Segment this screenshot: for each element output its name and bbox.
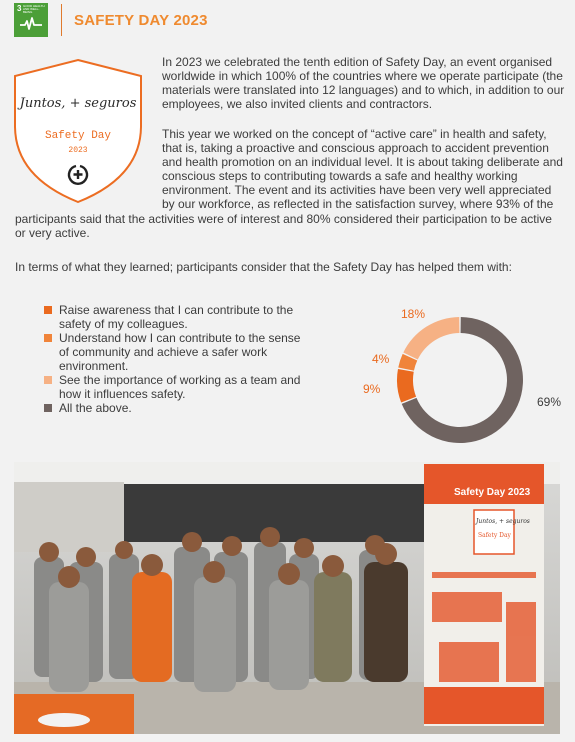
logo-name: Safety Day [44,130,111,142]
banner-slogan: Juntos, + seguros [476,518,530,525]
paragraph-intro: In 2023 we celebrated the tenth edition of Safety Day, an event organised worldwide in which 100% of the countries where we operate participate (the materials were translated into 12 languages) and to which, in addition to our employees, we also invited clients and contractors. [162,55,565,111]
legend-label: See the importance of working as a team and how it influences safety. [59,373,301,401]
legend-swatch [44,376,52,384]
heartbeat-icon [19,16,43,32]
legend-item [42,303,310,331]
paragraph-survey: participants said that the activities were of interest and 80% considered their participation to be active or very active. [15,212,552,240]
paragraph-learned: In terms of what they learned; participants consider that the Safety Day has helped them with: [15,260,512,274]
sdg-label: GOOD HEALTH AND WELL-BEING [23,4,45,14]
page-header [0,0,575,40]
donut-chart [330,300,570,450]
safety-day-logo [10,56,146,206]
paragraph-active-care: This year we worked on the concept of “active care” in health and safety, that is, taking a proactive and conscious approach to accident prevention and health promotion on an individual level. It is about taking deliberate and conscious steps to contributing towards a safe and healthy working environment. The event and its activities have been very well appreciated by our workforce, as reflected in the satisfaction survey, where 93% of the [162,127,563,211]
legend-label: Raise awareness that I can contribute to the safety of my colleagues. [59,303,294,331]
slice-label-all-aware: 9% [363,382,381,396]
group-photo-illustration [14,462,560,734]
legend-item [42,401,310,415]
legend-item [42,373,310,401]
slice-label-teamwork: 18% [401,307,426,321]
slice-teamwork [403,317,459,359]
legend-swatch [44,306,52,314]
legend-item [42,331,310,373]
page-title: SAFETY DAY 2023 [74,12,208,29]
slice-label-community: 4% [372,352,390,366]
chart-legend [42,303,310,415]
sdg-number: 3 [17,4,22,13]
donut-svg [330,300,570,450]
legend-label: All the above. [59,401,132,415]
slice-all-aware [397,369,416,403]
banner-subtitle: Safety Day [478,532,511,539]
banner-title: Safety Day 2023 [454,487,531,498]
logo-slogan: Juntos, + seguros [19,96,137,111]
legend-label: Understand how I can contribute to the sense of community and achieve a safer work environment. [59,331,301,373]
legend-swatch [44,334,52,342]
sdg-3-badge [14,3,48,37]
legend-swatch [44,404,52,412]
logo-year: 2023 [68,146,88,155]
slice-label-all-above: 69% [537,395,562,409]
group-photo [14,462,560,734]
header-divider [61,4,62,36]
